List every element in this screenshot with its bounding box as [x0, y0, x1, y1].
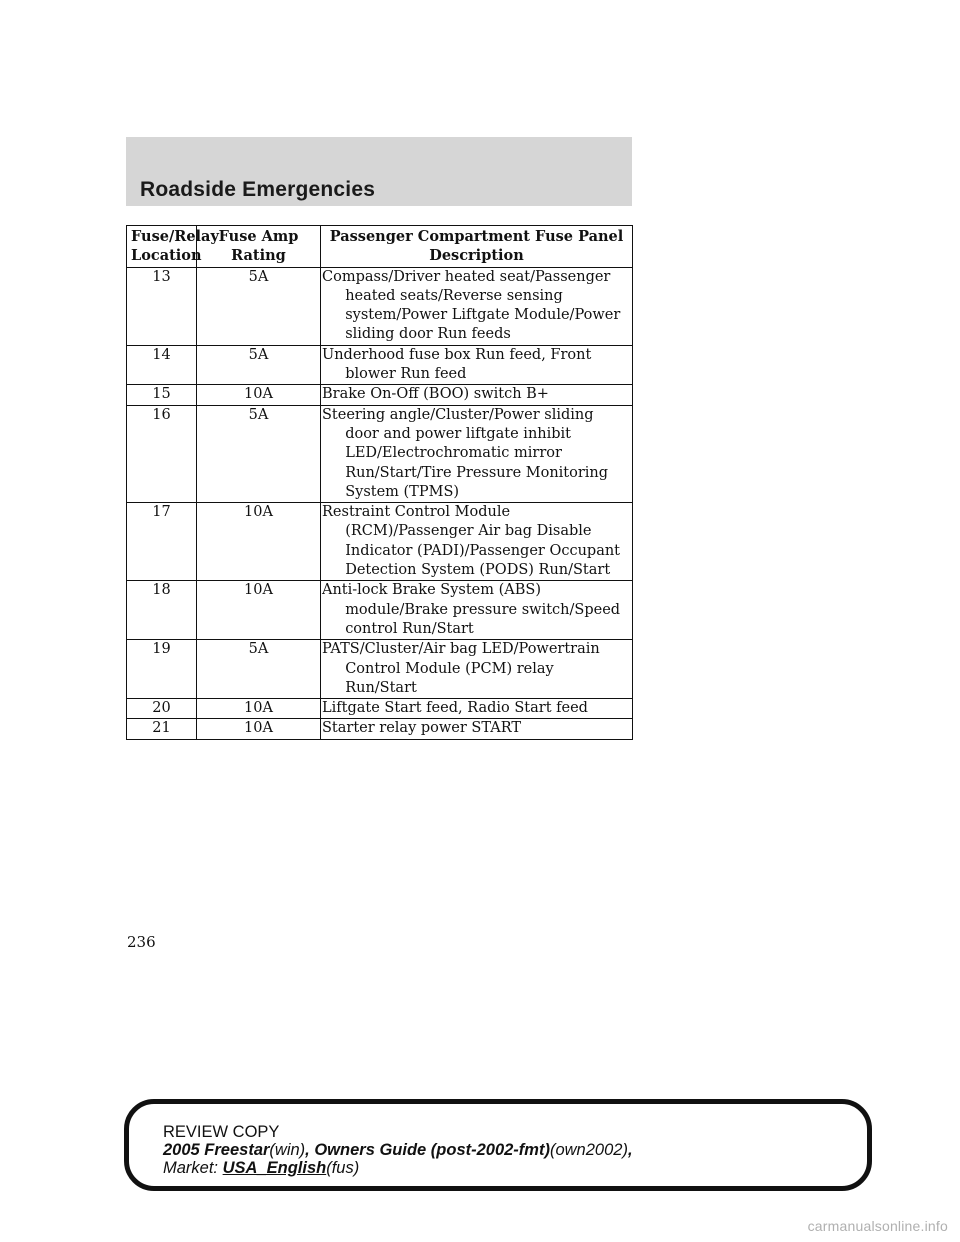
- fuse-rating-cell: 10A: [197, 385, 321, 405]
- fuse-table-body: [127, 267, 633, 739]
- fuse-description-text: Brake On-Off (BOO) switch B+: [322, 386, 549, 403]
- table-row: [127, 719, 633, 739]
- fuse-rating-cell: 5A: [197, 640, 321, 699]
- table-row: [127, 385, 633, 405]
- fuse-location-cell: 16: [127, 405, 197, 502]
- fuse-location-cell: 14: [127, 345, 197, 385]
- fuse-description-text: PATS/Cluster/Air bag LED/Powertrain Control Module (PCM) relay Run/Start: [322, 641, 600, 696]
- guide-name: Owners Guide (post-2002-fmt): [314, 1141, 550, 1159]
- review-copy-text: [163, 1123, 843, 1177]
- fuse-description-cell: [321, 267, 633, 345]
- fuse-location-cell: 20: [127, 699, 197, 719]
- column-header-location: Fuse/Relay Location: [127, 226, 197, 268]
- review-copy-label: REVIEW COPY: [163, 1123, 280, 1141]
- market-value: USA_English: [222, 1159, 327, 1177]
- section-title: Roadside Emergencies: [140, 178, 376, 201]
- fuse-table: [126, 225, 633, 740]
- fuse-rating-cell: 10A: [197, 581, 321, 640]
- fuse-description-cell: [321, 345, 633, 385]
- separator-2: ,: [627, 1141, 633, 1159]
- fuse-rating-cell: 5A: [197, 345, 321, 385]
- table-row: [127, 345, 633, 385]
- review-copy-market-line: [163, 1159, 843, 1177]
- table-row: [127, 640, 633, 699]
- table-row: [127, 405, 633, 502]
- vehicle-code: (win): [269, 1141, 306, 1159]
- fuse-description-text: Starter relay power START: [322, 720, 522, 737]
- page-number: 236: [127, 933, 156, 951]
- fuse-description-cell: [321, 699, 633, 719]
- vehicle-name: 2005 Freestar: [163, 1141, 270, 1159]
- fuse-description-text: Liftgate Start feed, Radio Start feed: [322, 700, 588, 717]
- fuse-rating-cell: 5A: [197, 405, 321, 502]
- site-watermark: carmanualsonline.info: [807, 1218, 948, 1234]
- table-row: [127, 503, 633, 581]
- column-header-rating: Fuse Amp Rating: [197, 226, 321, 268]
- fuse-rating-cell: 10A: [197, 503, 321, 581]
- fuse-description-cell: [321, 503, 633, 581]
- table-row: [127, 699, 633, 719]
- fuse-location-cell: 15: [127, 385, 197, 405]
- separator-1: ,: [305, 1141, 315, 1159]
- table-header-row: [127, 226, 633, 268]
- column-header-description: Passenger Compartment Fuse Panel Description: [321, 226, 633, 268]
- fuse-rating-cell: 10A: [197, 699, 321, 719]
- fuse-description-cell: [321, 581, 633, 640]
- fuse-location-cell: 17: [127, 503, 197, 581]
- section-header-band: [126, 137, 632, 206]
- fuse-description-text: Steering angle/Cluster/Power sliding door and power liftgate inhibit LED/Electrochromatic mirror Run/Start/Tire Pressure Monitoring System (TPMS): [322, 406, 609, 500]
- fuse-description-text: Anti-lock Brake System (ABS) module/Brake pressure switch/Speed control Run/Start: [322, 582, 621, 637]
- fuse-description-text: Underhood fuse box Run feed, Front blower Run feed: [322, 346, 592, 383]
- table-row: [127, 581, 633, 640]
- fuse-description-cell: [321, 640, 633, 699]
- fuse-description-cell: [321, 385, 633, 405]
- fuse-rating-cell: 5A: [197, 267, 321, 345]
- fuse-location-cell: 21: [127, 719, 197, 739]
- fuse-location-cell: 18: [127, 581, 197, 640]
- market-label: Market:: [163, 1159, 223, 1177]
- fuse-description-text: Restraint Control Module (RCM)/Passenger Air bag Disable Indicator (PADI)/Passenger Occupant Detection System (PODS) Run/Start: [322, 504, 621, 579]
- table-row: [127, 267, 633, 345]
- review-copy-document-line: [163, 1141, 843, 1159]
- fuse-description-cell: [321, 719, 633, 739]
- fuse-description-cell: [321, 405, 633, 502]
- fuse-rating-cell: 10A: [197, 719, 321, 739]
- fuse-location-cell: 19: [127, 640, 197, 699]
- market-code: (fus): [326, 1159, 360, 1177]
- fuse-description-text: Compass/Driver heated seat/Passenger heated seats/Reverse sensing system/Power Liftgate Module/Power sliding door Run feeds: [322, 268, 621, 343]
- fuse-location-cell: 13: [127, 267, 197, 345]
- guide-code: (own2002): [549, 1141, 628, 1159]
